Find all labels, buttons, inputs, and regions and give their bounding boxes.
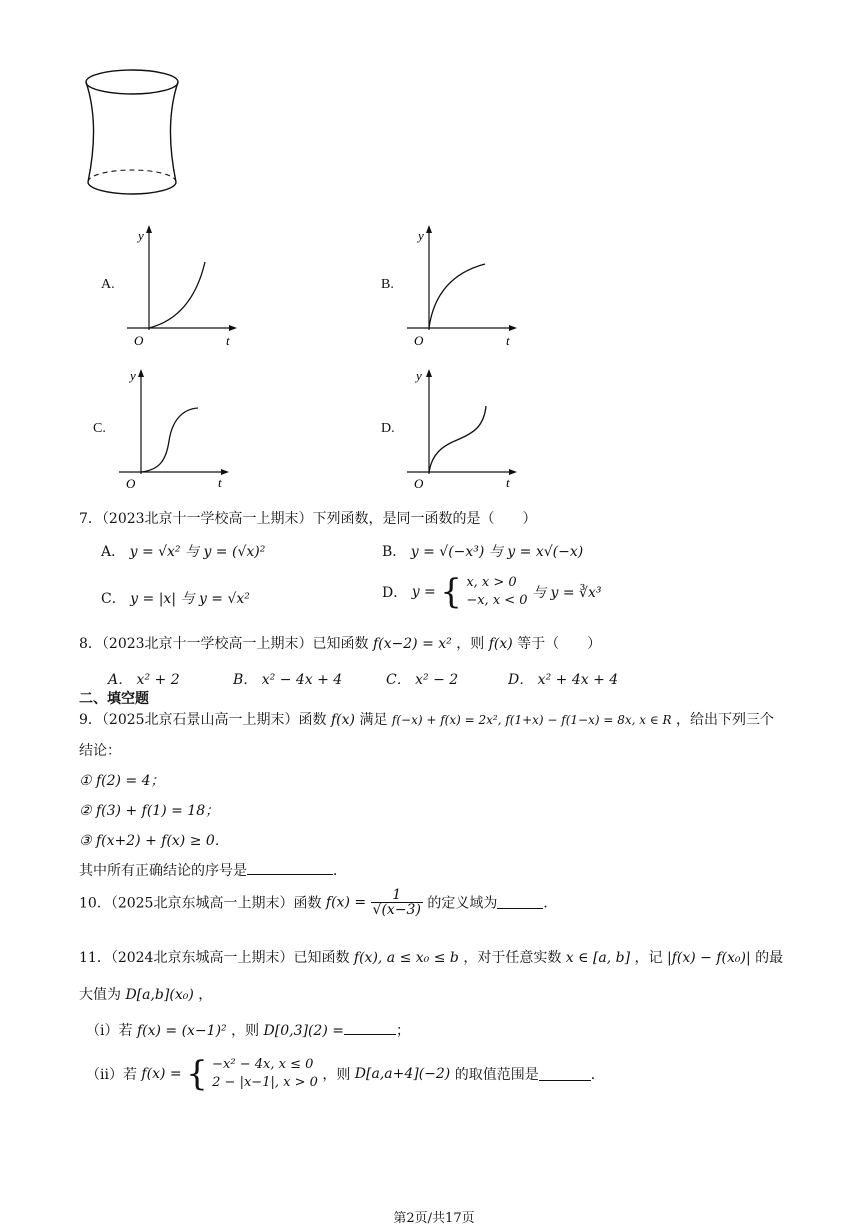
t-axis-label: t — [506, 475, 510, 490]
q8-stem-pre: 8．（2023北京十一学校高一上期末）已知函数 — [79, 636, 369, 652]
t-axis-label: t — [506, 333, 510, 348]
q8-option-a: A． x² + 2 — [108, 672, 180, 688]
vessel-top-rim — [86, 70, 178, 94]
q11-line2-pre: 大值为 — [79, 987, 121, 1003]
q7-option-c — [101, 588, 250, 608]
q8-expr1: f(x−2) = x² — [373, 636, 452, 652]
q11-ii-end: ． — [590, 1067, 605, 1083]
q10-stem-pre: 10．（2025北京东城高一上期末）函数 — [79, 895, 322, 912]
q8-option-c: C． x² − 2 — [386, 672, 459, 688]
q11-ii-expr: D[a,a+4](−2) — [354, 1066, 451, 1082]
q11-i-pre: （i）若 — [86, 1023, 133, 1039]
vessel-bottom-front — [88, 182, 176, 194]
option-d-label: D. — [381, 421, 395, 436]
q11-line2-expr: D[a,b](x₀) — [125, 987, 194, 1003]
q7-d-cases — [466, 574, 527, 610]
origin-label: O — [414, 333, 424, 348]
page-footer: 第2页/共17页 — [393, 1211, 475, 1226]
q9-stem-mid: 满足 — [359, 712, 388, 728]
q9-stem-pre: 9．（2025北京石景山高一上期末）函数 — [79, 712, 327, 728]
q11-ii-cases — [212, 1056, 318, 1092]
q9-answer-blank[interactable] — [247, 862, 333, 875]
y-axis-label: y — [418, 228, 424, 243]
q11-line2 — [79, 984, 212, 1004]
vessel-left-side — [86, 82, 94, 182]
curve-c — [141, 408, 198, 472]
q11-abs-expr: |f(x) − f(x₀)| — [667, 950, 751, 966]
q10-fx: f(x) = — [325, 894, 367, 911]
q9-conclusion-3: ③ f(x+2) + f(x) ≥ 0． — [79, 833, 229, 849]
curve-a — [149, 262, 205, 328]
left-brace-icon: { — [440, 572, 462, 612]
vessel-right-side — [170, 82, 178, 182]
q9-line2: 结论： — [79, 743, 121, 759]
q11-stem-post: 的最 — [755, 950, 784, 966]
q7-option-b — [382, 541, 583, 561]
q9-fx: f(x) — [331, 712, 356, 728]
q8-option-b: B． x² − 4x + 4 — [233, 672, 343, 688]
option-b-label: B. — [381, 277, 394, 292]
origin-label: O — [414, 476, 424, 491]
q7-d-case2: −x, x < 0 — [466, 593, 528, 608]
graph-d — [402, 366, 527, 496]
q11-i-expr2: D[0,3](2) = — [263, 1023, 344, 1039]
q11-ii-fx: f(x) = — [141, 1066, 182, 1082]
t-axis-label: t — [218, 475, 222, 490]
q11-part-ii — [86, 1056, 605, 1098]
q9-end: ． — [333, 863, 347, 879]
origin-label: O — [134, 333, 144, 348]
x-arrow-icon — [229, 325, 237, 331]
q10-fraction — [371, 888, 423, 917]
q11-i-mid: ，则 — [231, 1023, 260, 1039]
y-arrow-icon — [138, 369, 144, 377]
q11-line2-post: ， — [198, 987, 213, 1003]
q11-ii-case2: 2 − |x−1|, x > 0 — [212, 1075, 318, 1090]
q8-option-d: D． x² + 4x + 4 — [508, 672, 619, 688]
q11-ii-case1: −x² − 4x, x ≤ 0 — [212, 1057, 314, 1072]
option-c-label: C. — [93, 421, 106, 436]
q7-stem: 7．（2023北京十一学校高一上期末）下列函数，是同一函数的是（ ） — [79, 511, 537, 527]
q7-b-label: B． — [382, 544, 407, 560]
q7-c-label: C． — [101, 591, 126, 607]
q7-d-label: D． — [382, 585, 408, 601]
y-axis-label: y — [416, 368, 422, 383]
q9-stem-post: ，给出下列三个 — [676, 712, 775, 728]
q8-stem — [79, 633, 601, 653]
y-axis-label: y — [130, 368, 136, 383]
q10-numerator: 1 — [392, 887, 402, 903]
q10-answer-blank[interactable] — [497, 896, 543, 909]
q11-condition: f(x), a ≤ x₀ ≤ b — [353, 950, 459, 966]
q10-denominator: √(x−3) — [372, 902, 421, 918]
q9-ask — [79, 860, 347, 880]
q9-conclusion-1: ① f(2) = 4； — [79, 773, 165, 789]
q11-ii-answer-blank[interactable] — [539, 1068, 591, 1081]
q11-ii-pre: （ii）若 — [86, 1067, 137, 1083]
q7-a-expr: y = √x² 与 y = (√x)² — [129, 544, 266, 560]
option-a-label: A. — [101, 277, 115, 292]
q11-stem-mid2: ，记 — [634, 950, 663, 966]
q9-ask-text: 其中所有正确结论的序号是 — [79, 863, 247, 879]
left-brace-icon: { — [186, 1054, 208, 1094]
x-arrow-icon — [509, 325, 517, 331]
q7-option-d — [382, 574, 601, 618]
q10-stem-post: 的定义域为 — [427, 895, 498, 912]
q11-ii-mid: ，则 — [322, 1067, 351, 1083]
q11-i-end: ； — [395, 1023, 410, 1039]
q7-d-y: y = — [411, 584, 436, 600]
q11-i-answer-blank[interactable] — [344, 1022, 396, 1035]
graph-a — [122, 222, 247, 352]
y-axis-label: y — [138, 228, 144, 243]
q10-stem — [79, 888, 557, 930]
q10-end: ． — [543, 895, 558, 912]
vessel-bottom-back — [88, 170, 176, 182]
q7-d-case1: x, x > 0 — [466, 575, 517, 590]
q11-stem — [79, 947, 783, 967]
x-arrow-icon — [221, 469, 229, 475]
q11-ii-post: 的取值范围是 — [454, 1067, 539, 1083]
q7-a-label: A． — [101, 544, 126, 560]
q9-condition: f(−x) + f(x) = 2x², f(1+x) − f(1−x) = 8x, x ∈ R — [391, 713, 672, 727]
y-arrow-icon — [146, 225, 152, 233]
q7-option-a — [101, 541, 265, 561]
t-axis-label: t — [226, 333, 230, 348]
q8-stem-mid: ，则 — [456, 636, 485, 652]
q11-part-i — [86, 1020, 410, 1040]
q7-b-expr: y = √(−x³) 与 y = x√(−x) — [410, 544, 584, 560]
vessel-figure — [78, 64, 188, 204]
graph-b — [402, 222, 527, 352]
graph-c — [114, 366, 239, 496]
q11-i-expr: f(x) = (x−1)² — [136, 1023, 227, 1039]
origin-label: O — [126, 476, 136, 491]
q7-c-expr: y = |x| 与 y = √x² — [130, 591, 250, 607]
q9-conclusion-2: ② f(3) + f(1) = 18； — [79, 803, 220, 819]
section-title: 二、填空题 — [79, 691, 149, 707]
x-arrow-icon — [509, 469, 517, 475]
q8-stem-post: 等于（ ） — [517, 636, 602, 652]
q11-range: x ∈ [a, b] — [565, 950, 631, 966]
q11-stem-mid: ，对于任意实数 — [463, 950, 562, 966]
q8-expr2: f(x) — [488, 636, 513, 652]
y-arrow-icon — [426, 225, 432, 233]
q11-stem-pre: 11．（2024北京东城高一上期末）已知函数 — [79, 950, 350, 966]
q9-stem — [79, 709, 774, 729]
y-arrow-icon — [426, 369, 432, 377]
curve-b — [429, 264, 485, 328]
q7-d-tail: 与 y = ∛x³ — [532, 585, 602, 601]
curve-d — [429, 406, 486, 472]
